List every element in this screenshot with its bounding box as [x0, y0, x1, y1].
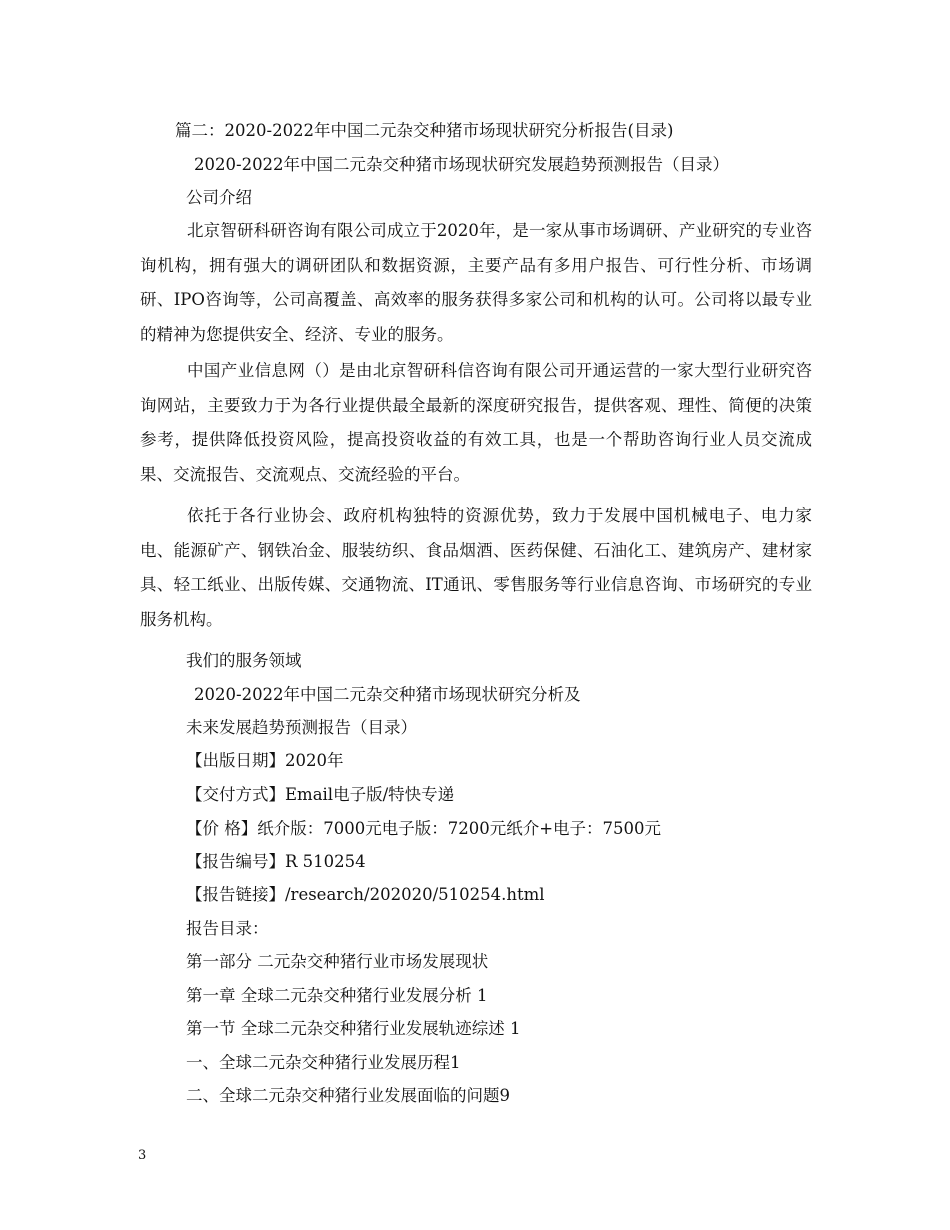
company-paragraph-3: 依托于各行业协会、政府机构独特的资源优势，致力于发展中国机械电子、电力家电、能源矿产、钢铁冶金、服装纺织、食品烟酒、医药保健、石油化工、建筑房产、建材家具、轻工纸业、出版传媒、交通物流、IT通讯、零售服务等行业信息咨询、市场研究的专业服务机构。 [140, 506, 812, 629]
toc-item: 第一部分 二元杂交种猪行业市场发展现状 [186, 952, 489, 971]
company-paragraph-2: 中国产业信息网（）是由北京智研科信咨询有限公司开通运营的一家大型行业研究咨询网站，主要致力于为各行业提供最全最新的深度研究报告，提供客观、理性、简便的决策参考，提供降低投资风险，提高投资收益的有效工具，也是一个帮助咨询行业人员交流成果、交流报告、交流观点、交流经验的平台。 [140, 361, 812, 484]
page-number: 3 [138, 1148, 147, 1163]
toc-item: 第一节 全球二元杂交种猪行业发展轨迹综述 1 [186, 1019, 521, 1038]
toc-item: 一、全球二元杂交种猪行业发展历程1 [186, 1053, 461, 1072]
report-number: 【报告编号】R 510254 [186, 852, 366, 871]
toc-label: 报告目录： [186, 919, 269, 938]
report-title-line-2: 未来发展趋势预测报告（目录） [186, 718, 417, 737]
price-info: 【价 格】纸介版：7000元电子版：7200元纸介+电子：7500元 [186, 819, 662, 838]
section-company-intro: 公司介绍 [186, 188, 252, 207]
report-title: 2020-2022年中国二元杂交种猪市场现状研究发展趋势预测报告（目录） [194, 155, 730, 174]
heading-part-two: 篇二：2020-2022年中国二元杂交种猪市场现状研究分析报告(目录) [175, 121, 674, 140]
toc-item: 第一章 全球二元杂交种猪行业发展分析 1 [186, 986, 488, 1005]
toc-item: 二、全球二元杂交种猪行业发展面临的问题9 [186, 1086, 510, 1105]
report-link: 【报告链接】/research/202020/510254.html [186, 885, 545, 904]
report-title-line-1: 2020-2022年中国二元杂交种猪市场现状研究分析及 [194, 685, 581, 704]
section-service-areas: 我们的服务领域 [186, 651, 302, 670]
delivery-method: 【交付方式】Email电子版/特快专递 [186, 785, 455, 804]
company-paragraph-1: 北京智研科研咨询有限公司成立于2020年，是一家从事市场调研、产业研究的专业咨询机构，拥有强大的调研团队和数据资源，主要产品有多用户报告、可行性分析、市场调研、IPO咨询等，公司高覆盖、高效率的服务获得多家公司和机构的认可。公司将以最专业的精神为您提供安全、经济、专业的服务。 [140, 221, 812, 344]
publish-date: 【出版日期】2020年 [186, 751, 344, 770]
